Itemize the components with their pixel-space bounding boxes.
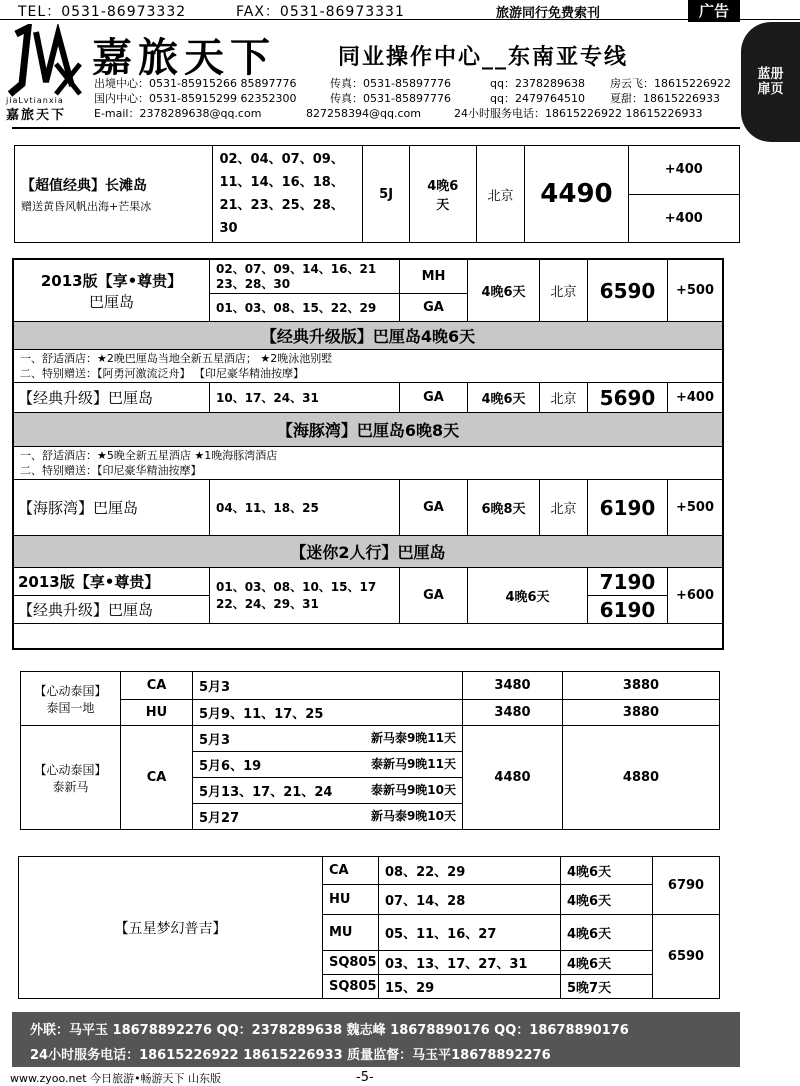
contact-cell: 827258394@qq.com (306, 107, 421, 120)
tour-name-cell (21, 672, 121, 726)
depart-city: 北京 (476, 146, 525, 243)
tour-name: 【经典升级】巴厘岛 (14, 383, 210, 413)
ad-badge: 广告 (688, 0, 740, 22)
section-title: 【迷你2人行】巴厘岛 (14, 536, 723, 568)
surcharge: +500 (668, 260, 723, 322)
tour-price: 6590 (653, 915, 720, 999)
route: 新马泰9晚10天 (370, 809, 456, 823)
tour-name: 2013版【享•尊贵】 (14, 568, 210, 596)
date-route-cell (193, 804, 463, 830)
bali-table (13, 259, 723, 624)
tour-price: 6190 (588, 596, 668, 624)
surcharge: +400 (628, 194, 739, 243)
contact-cell: 传真：0531-85897776 (330, 92, 451, 105)
contact-cell: qq：2378289638 (490, 77, 585, 90)
tour-dates: 5月6、19 (199, 759, 262, 774)
airline: SQ805 (323, 975, 379, 999)
tour-days: 4晚6天 (561, 857, 653, 885)
route: 泰新马9晚10天 (370, 783, 456, 797)
fax-number: FAX：0531-86973331 (236, 4, 405, 20)
tour-dates: 04、11、18、25 (210, 480, 400, 536)
tour-name: 2013版【享•尊贵】 (40, 271, 183, 290)
tour-dates: 5月27 (199, 811, 240, 826)
contact-row (94, 76, 740, 91)
note-line: 一、舒适酒店：★2晚巴厘岛当地全新五星酒店； ★2晚泳池别墅 (20, 352, 333, 365)
tour-name-cell (14, 260, 210, 322)
tour-days: 4晚6天 (468, 568, 588, 624)
tour-days: 4晚6天 (468, 260, 540, 322)
page-number: -5- (356, 1070, 374, 1085)
tour-name-cell (21, 726, 121, 830)
logo-cn-text: 嘉旅天下 (6, 108, 67, 123)
route: 泰新马9晚11天 (370, 757, 456, 771)
tour-dates: 02、07、09、14、16、21 23、28、30 (210, 260, 400, 294)
depart-city: 北京 (540, 480, 588, 536)
tour-price: 5690 (588, 383, 668, 413)
tour-name: 【心动泰国】 (34, 683, 107, 698)
date-route-cell (193, 726, 463, 752)
tour-dates: 03、13、17、27、31 (379, 951, 561, 975)
brand-logo-icon (6, 24, 84, 104)
site-credit: www.zyoo.net 今日旅游•畅游天下 山东版 (10, 1072, 222, 1085)
airline: GA (400, 383, 468, 413)
tour-days: 4晚6天 (561, 915, 653, 951)
tour-days: 4晚6天 (409, 146, 476, 243)
tour-name-sub: 泰新马 (52, 779, 89, 794)
top-strip (0, 0, 800, 20)
note-line: 二、特别赠送：【阿勇河激流泛舟】 【印尼豪华精油按摩】 (20, 367, 304, 380)
contact-cell: 传真：0531-85897776 (330, 77, 451, 90)
airline: GA (400, 294, 468, 322)
tour-dates: 02、04、07、09、11、14、16、18、21、23、25、28、30 (213, 146, 363, 243)
tour-days: 4晚6天 (561, 885, 653, 915)
surcharge: +500 (668, 480, 723, 536)
tour-dates: 05、11、16、27 (379, 915, 561, 951)
section-title: 【经典升级版】巴厘岛4晚6天 (14, 322, 723, 350)
section-notes (14, 447, 723, 480)
tour-dates: 08、22、29 (379, 857, 561, 885)
header-slogan: 同业操作中心__东南亚专线 (338, 45, 629, 70)
tour-dates: 01、03、08、10、15、17 22、24、29、31 (210, 568, 400, 624)
depart-city: 北京 (540, 260, 588, 322)
contact-row (94, 106, 740, 121)
tel-number: TEL：0531-86973332 (18, 4, 187, 20)
airline: CA (323, 857, 379, 885)
contact-cell: 出境中心：0531-85915266 85897776 (94, 77, 297, 90)
logo-en-text: jiaLvtianxia (6, 96, 64, 105)
thailand-table (20, 671, 720, 830)
tour-price: 4490 (525, 146, 628, 243)
contact-cell: E-mail：2378289638@qq.com (94, 107, 262, 120)
airline: GA (400, 568, 468, 624)
tour-dates: 5月3 (199, 733, 231, 748)
note-line: 一、舒适酒店：★5晚全新五星酒店 ★1晚海豚湾酒店 (20, 449, 278, 462)
price-b: 3880 (563, 700, 720, 726)
side-tab-label: 蓝册扉页 (757, 67, 784, 97)
contact-row (94, 91, 740, 106)
tour-price: 6190 (588, 480, 668, 536)
section-notes (14, 350, 723, 383)
airline: MH (400, 260, 468, 294)
surcharge: +600 (668, 568, 723, 624)
brand-title: 嘉旅天下 (92, 34, 276, 81)
footer-contact-bar (12, 1012, 740, 1067)
contact-block (94, 76, 740, 121)
tour-price: 6590 (588, 260, 668, 322)
contact-cell: qq：2479764510 (490, 92, 585, 105)
tour-dates: 07、14、28 (379, 885, 561, 915)
price-a: 3480 (463, 672, 563, 700)
airline: SQ805 (323, 951, 379, 975)
tour-name: 【超值经典】长滩岛 (21, 177, 147, 194)
price-b: 4880 (563, 726, 720, 830)
date-route-cell (193, 778, 463, 804)
airline: CA (121, 726, 193, 830)
tour-name: 【心动泰国】 (34, 762, 107, 777)
tour-dates: 5月3 (193, 672, 463, 700)
tour-days: 4晚6天 (468, 383, 540, 413)
airline: HU (323, 885, 379, 915)
depart-city: 北京 (540, 383, 588, 413)
tour-name-sub: 泰国一地 (46, 700, 95, 715)
tour-price: 6790 (653, 857, 720, 915)
airline: HU (121, 700, 193, 726)
free-catalog-note: 旅游同行免费索刊 (496, 6, 601, 21)
side-tab (741, 22, 800, 142)
contact-cell: 夏甜：18615226933 (610, 92, 720, 105)
tour-dates: 5月13、17、21、24 (199, 785, 333, 800)
surcharge: +400 (628, 146, 739, 195)
airline: 5J (363, 146, 410, 243)
surcharge: +400 (668, 383, 723, 413)
tour-days: 4晚6天 (561, 951, 653, 975)
tour-dates: 01、03、08、15、22、29 (210, 294, 400, 322)
tour-dates: 15、29 (379, 975, 561, 999)
tour-name: 【五星梦幻普吉】 (19, 857, 323, 999)
airline: CA (121, 672, 193, 700)
tour-dates: 10、17、24、31 (210, 383, 400, 413)
date-route-cell (193, 752, 463, 778)
header-divider (12, 127, 740, 129)
contact-cell: 24小时服务电话：18615226922 18615226933 (454, 107, 703, 120)
route: 新马泰9晚11天 (370, 731, 456, 745)
contact-cell: 房云飞：18615226922 (610, 77, 731, 90)
tour-name-sub: 巴厘岛 (88, 292, 134, 311)
contact-cell: 国内中心：0531-85915299 62352300 (94, 92, 297, 105)
airline: GA (400, 480, 468, 536)
tour-name: 【海豚湾】巴厘岛 (14, 480, 210, 536)
phuket-table (18, 856, 720, 999)
tour-price: 7190 (588, 568, 668, 596)
header (0, 20, 740, 128)
price-a: 3480 (463, 700, 563, 726)
price-a: 4480 (463, 726, 563, 830)
tour-days: 5晚7天 (561, 975, 653, 999)
tour-days: 6晚8天 (468, 480, 540, 536)
footer-line: 24小时服务电话：18615226922 18615226933 质量监督：马玉平18678892276 (30, 1048, 551, 1063)
boracay-table (14, 145, 740, 243)
note-line: 二、特别赠送：【印尼豪华精油按摩】 (20, 464, 202, 477)
section-title: 【海豚湾】巴厘岛6晚8天 (14, 413, 723, 447)
tour-dates: 5月9、11、17、25 (193, 700, 463, 726)
tour-name-cell (15, 146, 213, 243)
airline: MU (323, 915, 379, 951)
footer-line: 外联：马平玉 18678892276 QQ：2378289638 魏志峰 18678890176 QQ：18678890176 (30, 1023, 629, 1038)
tour-name: 【经典升级】巴厘岛 (14, 596, 210, 624)
tour-gift: 赠送黄昏风帆出海+芒果冰 (21, 199, 152, 213)
price-b: 3880 (563, 672, 720, 700)
